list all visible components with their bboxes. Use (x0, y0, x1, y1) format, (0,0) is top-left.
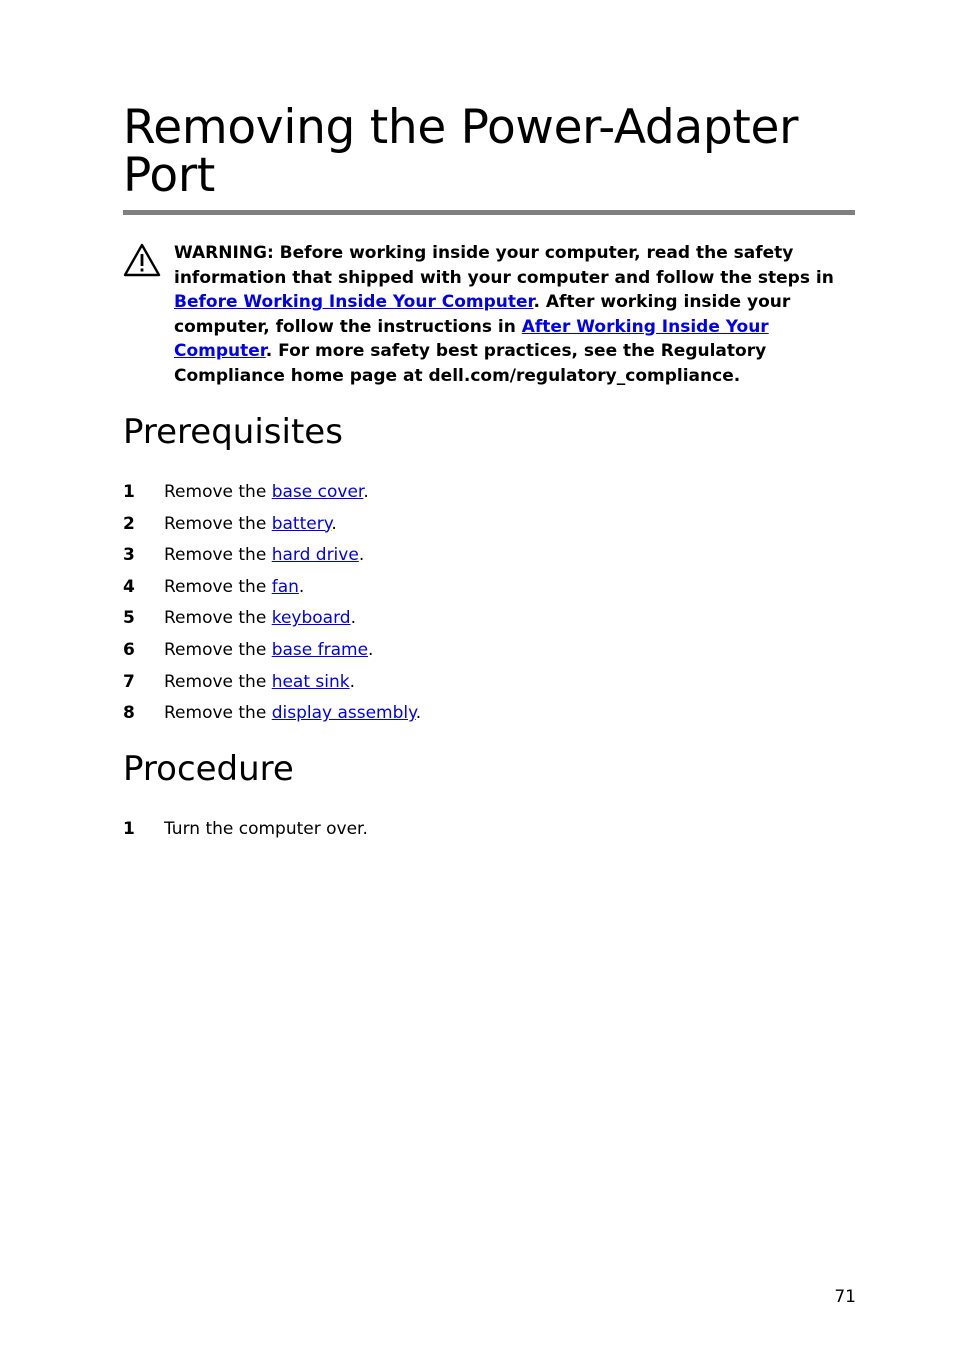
step-suffix: . (298, 576, 305, 597)
fan-link[interactable]: fan (271, 576, 299, 597)
step-text (164, 606, 356, 630)
prerequisite-step (123, 575, 823, 607)
prerequisites-list (123, 480, 823, 733)
step-text (164, 575, 304, 599)
step-prefix: Remove the (164, 671, 272, 692)
prerequisite-step (123, 543, 823, 575)
step-number: 7 (123, 671, 135, 692)
before-working-link[interactable]: Before Working Inside Your Computer (174, 292, 534, 313)
step-number: 1 (123, 819, 135, 839)
base-frame-link[interactable]: base frame (271, 639, 369, 660)
prerequisite-step (123, 606, 823, 638)
step-prefix: Remove the (164, 608, 272, 629)
battery-link[interactable]: battery (271, 513, 332, 534)
procedure-step (123, 817, 823, 849)
title-rule (123, 210, 855, 215)
page-title: Removing the Power-Adapter Port (123, 100, 799, 203)
prerequisite-step (123, 670, 823, 702)
step-text: Turn the computer over. (164, 819, 368, 839)
step-suffix: . (415, 703, 422, 724)
warning-text (174, 241, 854, 389)
warning-outro: . For more safety best practices, see the Regulatory Compliance home page at dell.com/regulatory_compliance. (174, 341, 767, 386)
step-prefix: Remove the (164, 545, 272, 566)
step-text (164, 543, 364, 567)
hard-drive-link[interactable]: hard drive (271, 545, 359, 566)
procedure-heading: Procedure (123, 749, 294, 789)
base-cover-link[interactable]: base cover (271, 482, 364, 502)
procedure-list (123, 817, 823, 849)
step-number: 3 (123, 545, 135, 566)
warning-triangle-icon (123, 243, 161, 277)
step-text (164, 512, 337, 536)
step-suffix: . (331, 513, 337, 534)
prerequisites-heading: Prerequisites (123, 412, 343, 452)
step-prefix: Remove the (164, 513, 272, 534)
page-number: 71 (834, 1287, 856, 1307)
step-suffix: . (349, 671, 356, 692)
prerequisite-step (123, 512, 823, 544)
heat-sink-link[interactable]: heat sink (271, 671, 350, 692)
step-suffix: . (363, 482, 369, 502)
step-number: 4 (123, 576, 135, 597)
step-prefix: Remove the (164, 639, 272, 660)
step-text (164, 638, 373, 662)
step-text (164, 701, 421, 725)
step-prefix: Remove the (164, 703, 272, 724)
step-number: 2 (123, 513, 135, 534)
step-number: 6 (123, 639, 135, 660)
step-suffix: . (368, 639, 374, 660)
step-number: 8 (123, 703, 135, 724)
display-assembly-link[interactable]: display assembly (271, 703, 416, 724)
warning-intro: WARNING: Before working inside your computer, read the safety information that shipped with your computer and follow the steps in (174, 243, 834, 288)
step-text (164, 480, 369, 504)
keyboard-link[interactable]: keyboard (271, 608, 351, 629)
prerequisite-step (123, 701, 823, 733)
step-number: 5 (123, 608, 135, 629)
prerequisite-step (123, 480, 823, 512)
prerequisite-step (123, 638, 823, 670)
step-text (164, 670, 355, 694)
step-prefix: Remove the (164, 482, 272, 502)
after-working-link[interactable]: After Working Inside Your Computer (174, 316, 769, 362)
warning-middle: . After working inside your computer, follow the instructions in (174, 292, 791, 337)
step-suffix: . (350, 608, 356, 629)
step-suffix: . (358, 545, 365, 566)
step-prefix: Remove the (164, 576, 272, 597)
step-number: 1 (123, 482, 135, 502)
